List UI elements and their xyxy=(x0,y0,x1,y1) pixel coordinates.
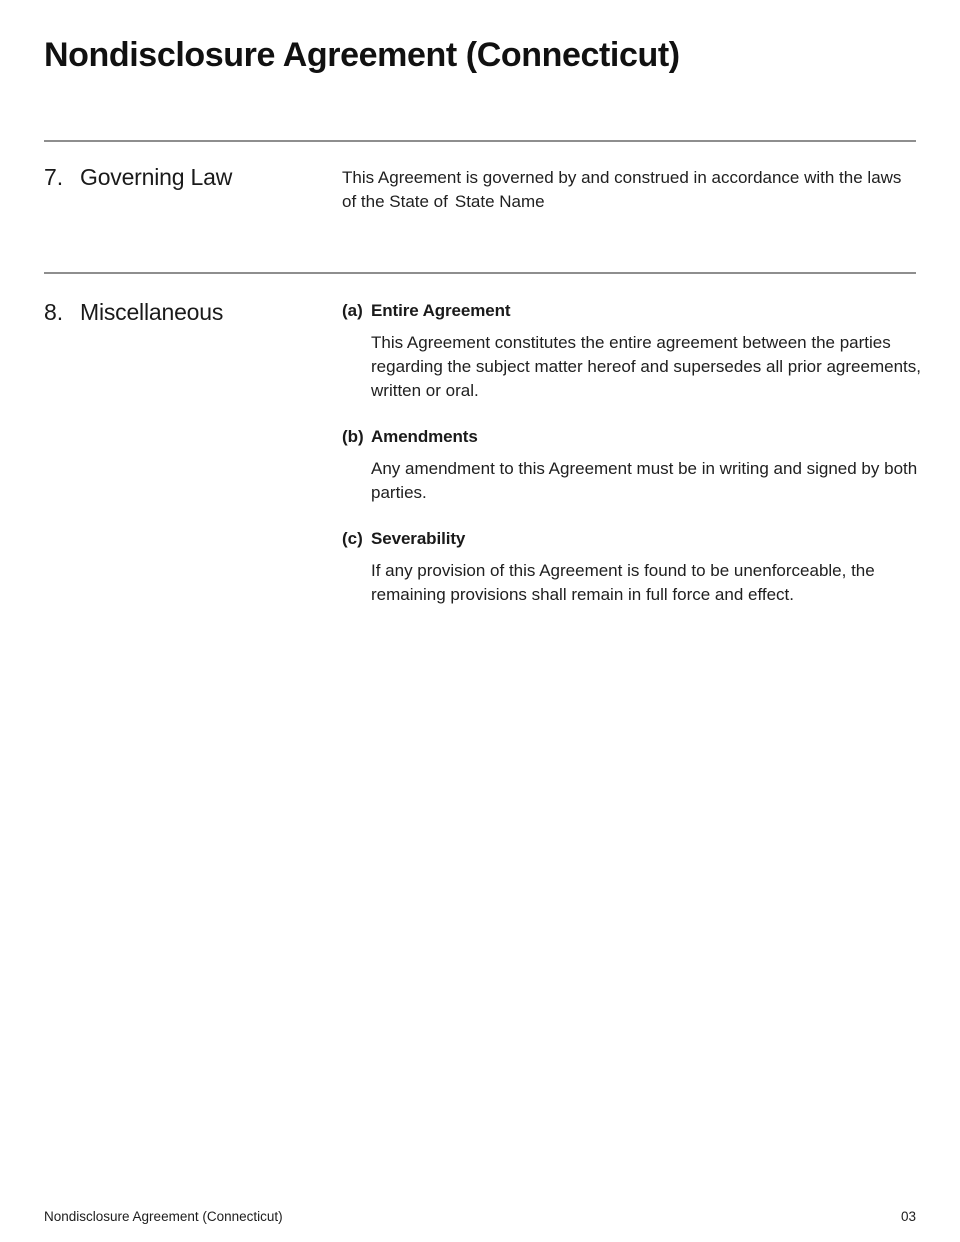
clause-content xyxy=(371,299,923,403)
state-name-placeholder: State Name xyxy=(454,192,545,211)
clause-content xyxy=(371,425,923,505)
clause-heading: Amendments xyxy=(371,427,478,446)
page-footer xyxy=(44,1209,916,1224)
section-content-miscellaneous xyxy=(342,299,923,607)
clause-amendments xyxy=(342,425,923,505)
section-title: Governing Law xyxy=(80,164,233,190)
governing-law-paragraph xyxy=(342,164,912,214)
clause-body: Any amendment to this Agreement must be in writing and signed by both parties. xyxy=(371,459,918,502)
section-governing-law xyxy=(44,142,916,272)
document-title: Nondisclosure Agreement (Connecticut) xyxy=(44,36,680,74)
clause-entire-agreement xyxy=(342,299,923,403)
footer-page-number: 03 xyxy=(900,1209,916,1224)
section-title: Miscellaneous xyxy=(80,299,224,325)
section-number: 8. xyxy=(44,299,64,325)
clause-marker: (a) xyxy=(342,301,363,320)
governing-law-text: This Agreement is governed by and construed in accordance with the laws of the State of xyxy=(342,168,902,211)
section-heading-miscellaneous xyxy=(44,299,342,326)
clause-marker: (b) xyxy=(342,427,364,446)
clause-heading: Severability xyxy=(371,529,466,548)
clause-heading: Entire Agreement xyxy=(371,301,511,320)
clause-content xyxy=(371,527,923,607)
clause-marker: (c) xyxy=(342,529,363,548)
clause-severability xyxy=(342,527,923,607)
section-content-governing-law xyxy=(342,164,916,214)
section-heading-governing-law xyxy=(44,164,342,191)
section-number: 7. xyxy=(44,164,64,190)
clause-body: This Agreement constitutes the entire agreement between the parties regarding the subject matter hereof and supersedes all prior agreements, written or oral. xyxy=(371,333,921,400)
clause-body: If any provision of this Agreement is found to be unenforceable, the remaining provisions shall remain in full force and effect. xyxy=(371,561,875,604)
footer-document-name: Nondisclosure Agreement (Connecticut) xyxy=(44,1209,283,1224)
section-miscellaneous xyxy=(44,274,921,607)
